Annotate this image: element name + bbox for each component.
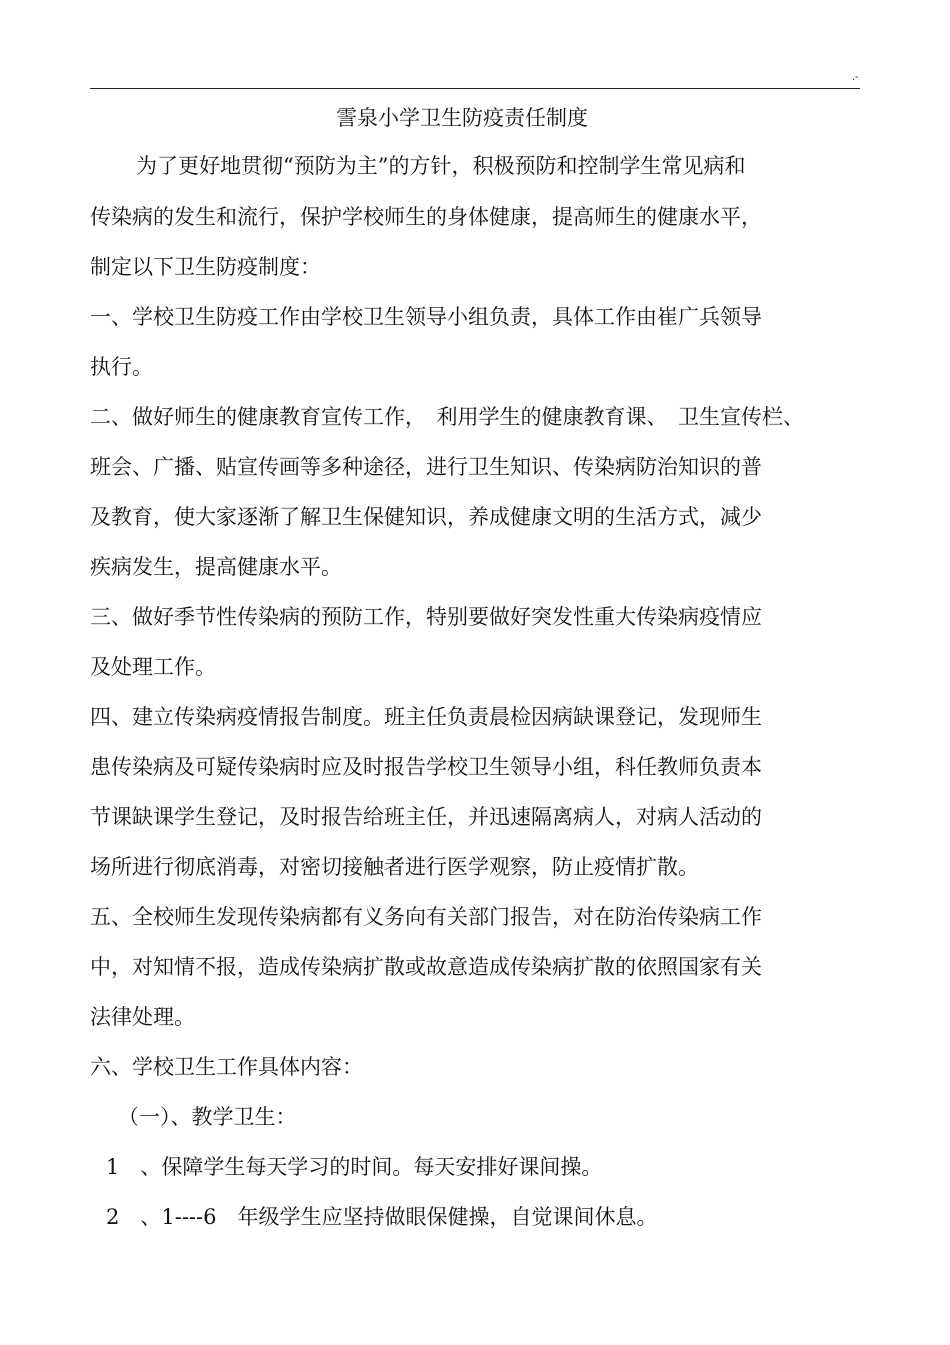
body-line: 五、全校师生发现传染病都有义务向有关部门报告，对在防治传染病工作 (90, 905, 762, 929)
body-line: 四、建立传染病疫情报告制度。班主任负责晨检因病缺课登记，发现师生 (90, 705, 762, 729)
body-line: 节课缺课学生登记，及时报告给班主任，并迅速隔离病人，对病人活动的 (90, 805, 762, 829)
body-line: 疾病发生，提高健康水平。 (90, 555, 342, 579)
body-line: 制定以下卫生防疫制度： (90, 255, 321, 279)
body-line: 一、学校卫生防疫工作由学校卫生领导小组负责，具体工作由崔广兵领导 (90, 305, 762, 329)
body-line: 患传染病及可疑传染病时应及时报告学校卫生领导小组，科任教师负责本 (90, 755, 762, 779)
body-line: 班会、广播、贴宣传画等多种途径，进行卫生知识、传染病防治知识的普 (90, 455, 762, 479)
body-line: 场所进行彻底消毒，对密切接触者进行医学观察，防止疫情扩散。 (90, 855, 699, 879)
body-line: 为了更好地贯彻“预防为主”的方针，积极预防和控制学生常见病和 (136, 154, 746, 178)
document-title: 霅泉小学卫生防疫责任制度 (336, 106, 588, 130)
body-line: 2 、1----6 年级学生应坚持做眼保健操，自觉课间休息。 (106, 1205, 658, 1229)
body-line: 传染病的发生和流行，保护学校师生的身体健康，提高师生的健康水平， (90, 205, 762, 229)
body-line: 六、学校卫生工作具体内容： (90, 1055, 363, 1079)
header-rule (90, 88, 860, 89)
body-line: 及教育，使大家逐渐了解卫生保健知识，养成健康文明的生活方式，减少 (90, 505, 762, 529)
body-line: （一）、教学卫生： (118, 1105, 297, 1129)
body-line: 法律处理。 (90, 1005, 195, 1029)
body-line: 1 、保障学生每天学习的时间。每天安排好课间操。 (106, 1155, 603, 1179)
body-line: 执行。 (90, 355, 153, 379)
body-line: 三、做好季节性传染病的预防工作，特别要做好突发性重大传染病疫情应 (90, 605, 762, 629)
header-mark: .- (852, 71, 859, 83)
body-line: 二、做好师生的健康教育宣传工作， 利用学生的健康教育课、 卫生宣传栏、 (90, 405, 804, 429)
body-line: 中，对知情不报，造成传染病扩散或故意造成传染病扩散的依照国家有关 (90, 955, 762, 979)
body-line: 及处理工作。 (90, 655, 216, 679)
